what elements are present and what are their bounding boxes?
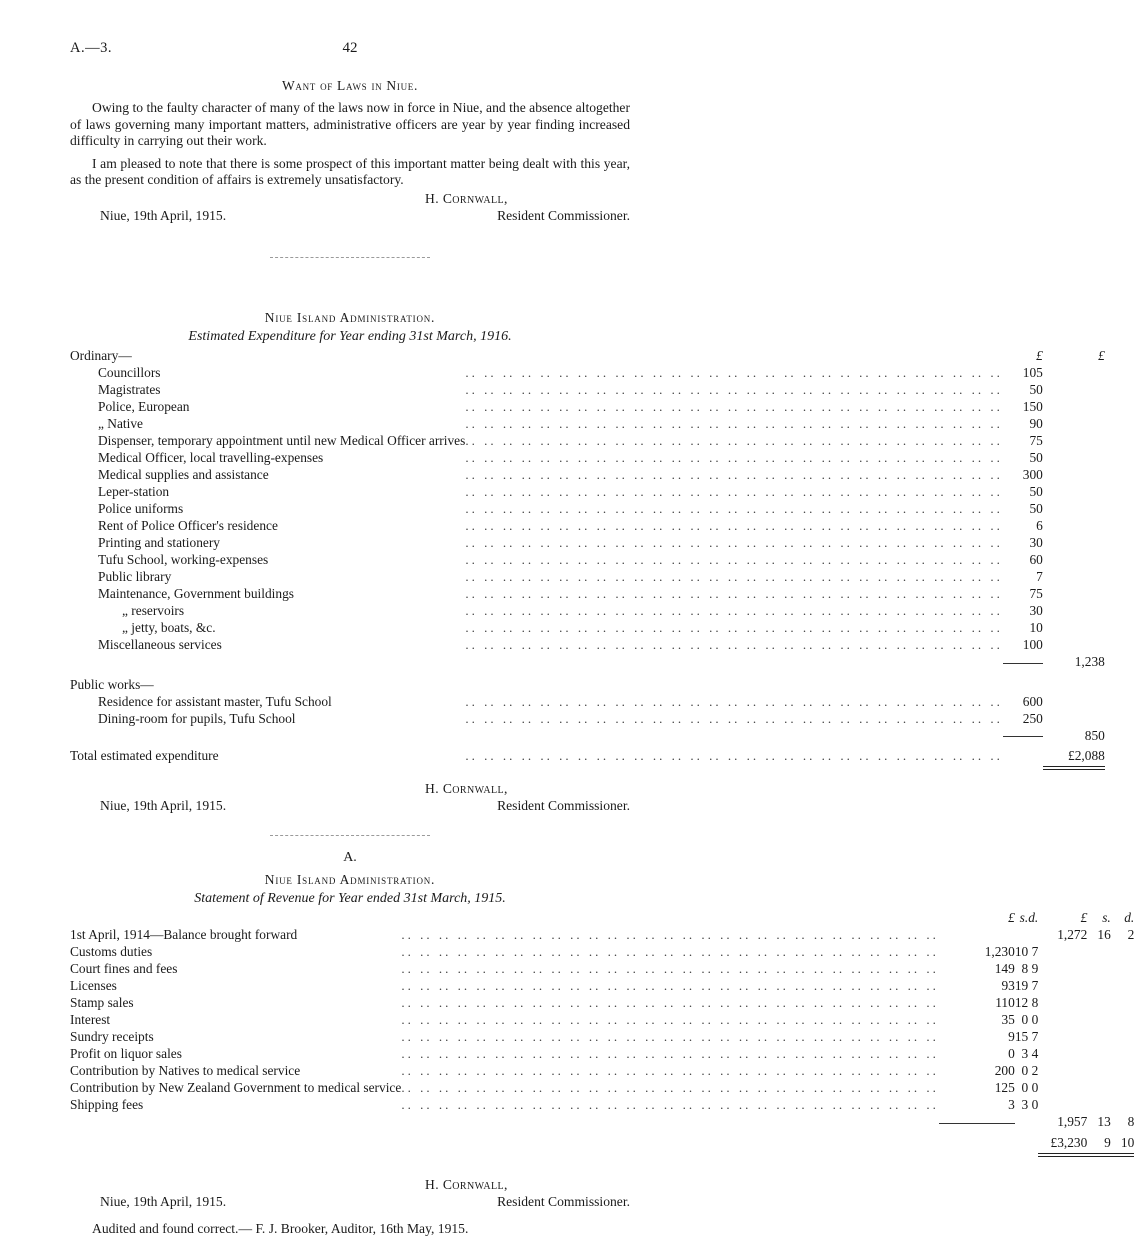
item-amount: 75: [1029, 586, 1043, 602]
item-amount-secondary: [1043, 433, 1105, 450]
table-row: [70, 484, 1105, 501]
double-rule: [1038, 1153, 1134, 1157]
item-shillings: 16: [1097, 927, 1111, 943]
item-label: Medical Officer, local travelling-expenses: [98, 450, 324, 466]
public-works-total: 850: [1084, 727, 1105, 743]
signer-name: H. Cornwall,: [425, 1177, 508, 1193]
expenditure-title: Niue Island Administration.: [264, 309, 436, 325]
item-amount-secondary: [1043, 416, 1105, 433]
item-amount: 600: [1022, 693, 1043, 709]
item-label: Contribution by Natives to medical service: [70, 1063, 301, 1079]
item-label: Police, European: [98, 399, 190, 415]
item-pence: 2: [1127, 927, 1134, 943]
item-pence: 0: [1031, 1097, 1039, 1113]
leader-dots: [465, 467, 1003, 484]
grand-total-rule-row: [70, 765, 1105, 771]
item-amount: 6: [1036, 518, 1043, 534]
leader-dots: [465, 433, 1003, 450]
subtotal-rule: [1003, 654, 1043, 671]
leader-dots: [465, 569, 1003, 586]
item-amount: 75: [1029, 433, 1043, 449]
item-amount-secondary: [1043, 569, 1105, 586]
item-shillings: 8: [1021, 961, 1029, 977]
item-amount-secondary: [1043, 365, 1105, 382]
item-pounds: 0: [1008, 1046, 1015, 1062]
item-pence: 0: [1031, 1080, 1039, 1096]
item-label: Sundry receipts: [70, 1029, 154, 1045]
paper-signature-code: A.—3.: [70, 40, 112, 56]
item-amount: 50: [1029, 501, 1043, 517]
item-amount-secondary: [1043, 603, 1105, 620]
item-amount: 30: [1029, 535, 1043, 551]
item-amount-secondary: [1043, 467, 1105, 484]
item-label: Shipping fees: [70, 1097, 144, 1113]
vertical-spacer: [70, 258, 630, 304]
leader-dots: [465, 620, 1003, 637]
item-amount: 100: [1022, 637, 1043, 653]
signer-role: Resident Commissioner.: [497, 797, 630, 813]
item-pence: 7: [1031, 978, 1039, 994]
column-header-pence-1: d.: [1028, 910, 1039, 926]
leader-dots: [465, 365, 1003, 382]
table-row: [70, 569, 1105, 586]
item-amount-secondary: [1043, 620, 1105, 637]
item-amount: 90: [1029, 416, 1043, 432]
ordinary-section-label: Ordinary—: [70, 348, 132, 364]
signature-block-3: [70, 1177, 630, 1213]
subtotal-pence: 8: [1127, 1114, 1134, 1130]
leader-dots: [401, 1097, 939, 1114]
leader-dots: [465, 484, 1003, 501]
leader-dots: [401, 1080, 939, 1097]
table-row: [70, 637, 1105, 654]
item-pounds: 35: [1001, 1012, 1015, 1028]
item-label: Public library: [98, 569, 172, 585]
revenue-total-row: [70, 1131, 1134, 1152]
leader-dots: [465, 450, 1003, 467]
leader-dots: [401, 927, 939, 944]
item-shillings: 0: [1021, 1063, 1029, 1079]
double-rule: [1043, 766, 1105, 770]
item-label: Councillors: [98, 365, 161, 381]
signature-place-date: Niue, 19th April, 1915.: [100, 207, 227, 223]
item-amount: 150: [1022, 399, 1043, 415]
item-pounds: 110: [995, 995, 1015, 1011]
item-amount: 250: [1022, 710, 1043, 726]
leader-dots: [465, 637, 1003, 654]
leader-dots: [401, 978, 939, 995]
item-shillings: 0: [1021, 1012, 1029, 1028]
leader-dots: [401, 961, 939, 978]
item-pence: 4: [1031, 1046, 1039, 1062]
table-row: [70, 433, 1105, 450]
total-shillings: 9: [1104, 1134, 1111, 1150]
item-label: Dispenser, temporary appointment until new Medical Officer arrives: [98, 433, 466, 449]
grand-total-row: [70, 744, 1105, 765]
item-amount: 300: [1022, 467, 1043, 483]
leader-dots: [465, 693, 1003, 710]
item-label: „ jetty, boats, &c.: [122, 620, 216, 636]
subtotal-shillings: 13: [1097, 1114, 1111, 1130]
leader-dots: [465, 535, 1003, 552]
leader-dots: [465, 518, 1003, 535]
table-row: [70, 710, 1105, 727]
item-label: Interest: [70, 1012, 111, 1028]
item-shillings: 3: [1021, 1046, 1029, 1062]
item-shillings: 12: [1014, 995, 1029, 1011]
item-pence: 8: [1031, 995, 1039, 1011]
signer-role: Resident Commissioner.: [497, 1194, 630, 1210]
table-row: [70, 416, 1105, 433]
item-label: „ Native: [98, 416, 143, 432]
item-label: Miscellaneous services: [98, 637, 222, 653]
item-amount-secondary: [1043, 382, 1105, 399]
table-row: [70, 1029, 1134, 1046]
subtotal-rule: [939, 1114, 1015, 1131]
column-header-pounds-1: £: [1036, 348, 1043, 364]
leader-dots: [401, 1063, 939, 1080]
item-shillings: 3: [1021, 1097, 1029, 1113]
table-row: [70, 995, 1134, 1012]
spacer-cell: [465, 348, 1003, 365]
table-row: [70, 693, 1105, 710]
table-row: [70, 1046, 1134, 1063]
item-label: Contribution by New Zealand Government to medical service: [70, 1080, 402, 1096]
column-header-pence-2: d.: [1124, 910, 1134, 926]
leader-dots: [465, 382, 1003, 399]
item-pence: 0: [1031, 1012, 1039, 1028]
item-label: Maintenance, Government buildings: [98, 586, 294, 602]
item-pounds: 200: [994, 1063, 1015, 1079]
ordinary-subtotal-row: [70, 654, 1105, 671]
item-amount: 50: [1029, 484, 1043, 500]
item-amount-secondary: [1043, 450, 1105, 467]
item-pounds: 3: [1008, 1097, 1015, 1113]
signature-place-date: Niue, 19th April, 1915.: [100, 1194, 227, 1210]
expenditure-table: [70, 348, 1105, 771]
item-amount-secondary: [1043, 586, 1105, 603]
item-pence: 7: [1031, 1029, 1039, 1045]
item-label: Tufu School, working-expenses: [98, 552, 269, 568]
table-row: [70, 467, 1105, 484]
item-label: Rent of Police Officer's residence: [98, 518, 278, 534]
item-pence: 2: [1031, 1063, 1039, 1079]
item-label: Residence for assistant master, Tufu School: [98, 693, 332, 709]
item-label: Customs duties: [70, 944, 153, 960]
table-row: [70, 1063, 1134, 1080]
table-row: [70, 518, 1105, 535]
leader-dots: [465, 416, 1003, 433]
item-pounds: 1,230: [984, 944, 1015, 960]
grand-total-amount: £2,088: [1068, 748, 1105, 764]
revenue-total-rule-row: [70, 1151, 1134, 1157]
signature-block-2: [70, 781, 630, 817]
table-row: [70, 382, 1105, 399]
item-amount: 10: [1029, 620, 1043, 636]
column-header-shillings-2: s.: [1102, 910, 1111, 926]
table-row: [70, 944, 1134, 961]
leader-dots: [401, 1012, 939, 1029]
public-works-subtotal-row: [70, 727, 1105, 744]
table-row: [70, 399, 1105, 416]
revenue-column-headers: [70, 910, 1134, 927]
leader-dots: [465, 399, 1003, 416]
item-shillings: 19: [1014, 978, 1029, 994]
signer-name: H. Cornwall,: [425, 780, 508, 796]
revenue-table: [70, 910, 1134, 1158]
table-row: [70, 603, 1105, 620]
item-label: „ reservoirs: [122, 603, 185, 619]
grand-total-label: Total estimated expenditure: [70, 748, 219, 764]
item-amount: 50: [1029, 382, 1043, 398]
item-label: Court fines and fees: [70, 961, 178, 977]
page-header: [70, 40, 630, 62]
table-row: [70, 501, 1105, 518]
table-row: [70, 450, 1105, 467]
item-amount-secondary: [1043, 501, 1105, 518]
page-content: [70, 40, 1134, 1237]
leader-dots: [465, 710, 1003, 727]
leader-dots: [465, 586, 1003, 603]
item-amount-secondary: [1043, 484, 1105, 501]
item-amount-secondary: [1043, 399, 1105, 416]
item-label: Dining-room for pupils, Tufu School: [98, 710, 296, 726]
item-pounds: 1,272: [1057, 927, 1088, 943]
leader-dots: [401, 944, 939, 961]
item-pounds: 125: [994, 1080, 1015, 1096]
item-label: Stamp sales: [70, 995, 134, 1011]
table-row: [70, 535, 1105, 552]
public-works-label: Public works—: [70, 676, 154, 692]
revenue-subtotal-row: [70, 1114, 1134, 1131]
item-pounds: 149: [994, 961, 1015, 977]
expenditure-column-headers: [70, 348, 1105, 365]
item-label: Leper-station: [98, 484, 170, 500]
item-amount: 105: [1022, 365, 1043, 381]
table-row: [70, 552, 1105, 569]
signer-name: H. Cornwall,: [425, 190, 508, 206]
leader-dots: [465, 501, 1003, 518]
item-amount-secondary: [1043, 552, 1105, 569]
leader-dots: [465, 603, 1003, 620]
total-pence: 10: [1120, 1134, 1134, 1150]
column-header-pounds-2: £: [1098, 348, 1105, 364]
table-row: [70, 1012, 1134, 1029]
ordinary-total: 1,238: [1074, 654, 1105, 670]
revenue-title: Niue Island Administration.: [264, 871, 436, 887]
item-pounds: 9: [1008, 1029, 1015, 1045]
table-row: [70, 586, 1105, 603]
paragraph-2: I am pleased to note that there is some prospect of this important matter being dealt with this year, as the present condition of affairs is extremely unsatisfactory.: [70, 155, 630, 188]
leader-dots: [465, 744, 1003, 765]
item-amount-secondary: [1043, 535, 1105, 552]
column-header-shillings-1: s.: [1019, 910, 1029, 926]
column-header-pounds-1: £: [1008, 910, 1015, 926]
table-row: [70, 1080, 1134, 1097]
audit-note: Audited and found correct.— F. J. Brooker, Auditor, 16th May, 1915.: [92, 1221, 469, 1237]
table-row: [70, 1097, 1134, 1114]
public-works-section-row: [70, 671, 1105, 694]
signature-block-1: [70, 191, 630, 227]
signer-role: Resident Commissioner.: [497, 207, 630, 223]
item-shillings: 15: [1014, 1029, 1029, 1045]
item-amount: 30: [1029, 603, 1043, 619]
leader-dots: [465, 552, 1003, 569]
page-number: 42: [342, 40, 358, 56]
subtotal-pounds: 1,957: [1057, 1114, 1088, 1130]
item-pence: 7: [1031, 944, 1039, 960]
item-label: 1st April, 1914—Balance brought forward: [70, 927, 298, 943]
item-label: Magistrates: [98, 382, 161, 398]
expenditure-subtitle: Estimated Expenditure for Year ending 31st March, 1916.: [188, 328, 512, 344]
table-row: [70, 961, 1134, 978]
leader-dots: [401, 1046, 939, 1063]
item-label: Licenses: [70, 978, 117, 994]
item-amount: 50: [1029, 450, 1043, 466]
table-row: [70, 365, 1105, 382]
section-heading-want-of-laws: Want of Laws in Niue.: [281, 78, 419, 93]
section-divider-2: [270, 835, 430, 836]
table-row-opening-balance: [70, 927, 1134, 944]
item-amount-secondary: [1043, 518, 1105, 535]
item-label: Profit on liquor sales: [70, 1046, 182, 1062]
paragraph-1: Owing to the faulty character of many of the laws now in force in Niue, and the absence altogether of laws governing many important matters, administrative officers are year by year finding increased difficulty in carrying out their work.: [70, 100, 630, 149]
item-amount-secondary: [1043, 637, 1105, 654]
subtotal-rule: [1003, 727, 1043, 744]
leader-dots: [401, 995, 939, 1012]
item-shillings: 10: [1014, 944, 1029, 960]
item-amount: 60: [1029, 552, 1043, 568]
item-pounds: 93: [1001, 978, 1015, 994]
item-amount: 7: [1036, 569, 1043, 585]
leader-dots: [401, 1029, 939, 1046]
column-header-pounds-2: £: [1080, 910, 1088, 926]
appendix-letter: A.: [343, 849, 357, 865]
item-shillings: 0: [1021, 1080, 1029, 1096]
signature-place-date: Niue, 19th April, 1915.: [100, 797, 227, 813]
item-pence: 9: [1031, 961, 1039, 977]
item-label: Medical supplies and assistance: [98, 467, 269, 483]
table-row: [70, 620, 1105, 637]
item-label: Police uniforms: [98, 501, 184, 517]
revenue-subtitle: Statement of Revenue for Year ended 31st March, 1915.: [194, 890, 506, 906]
item-label: Printing and stationery: [98, 535, 220, 551]
table-row: [70, 978, 1134, 995]
total-pounds: £3,230: [1050, 1134, 1088, 1150]
